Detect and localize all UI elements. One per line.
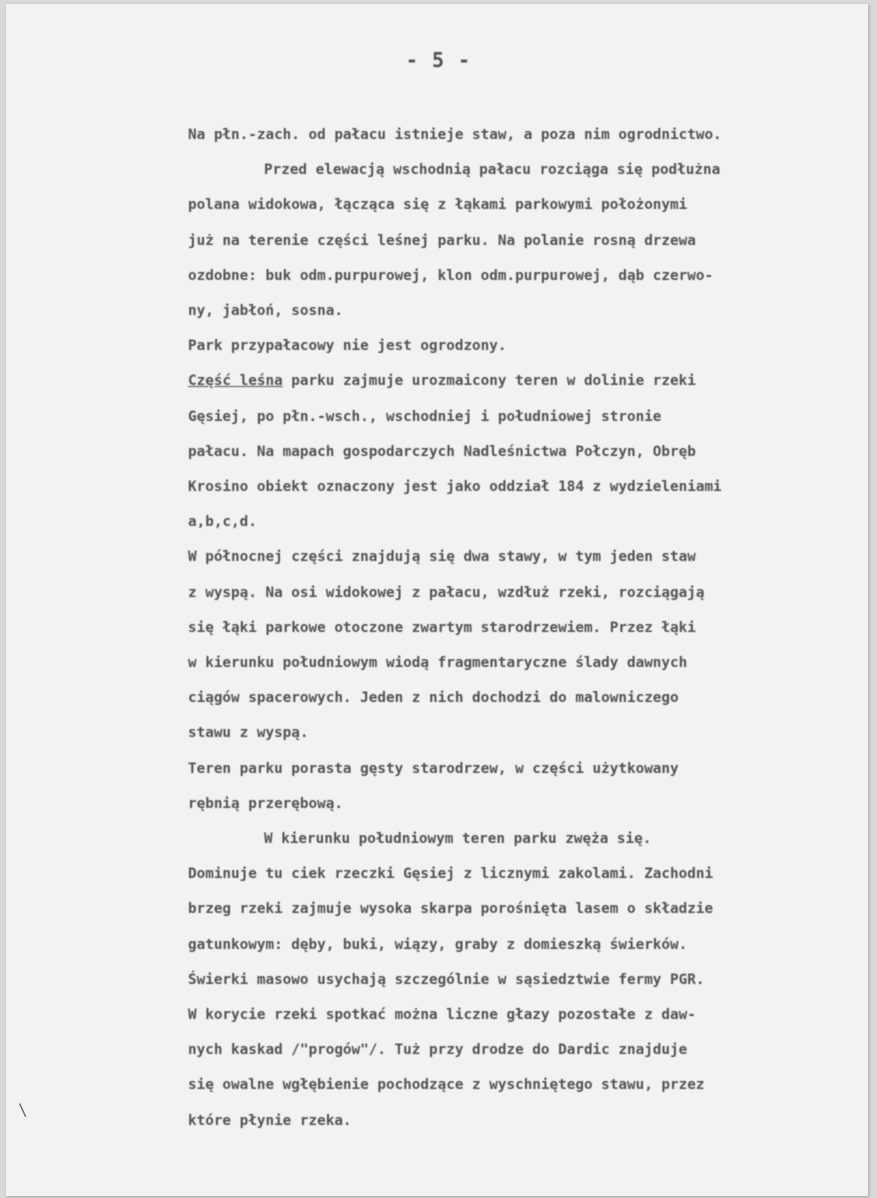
text-line: Gęsiej, po płn.-wsch., wschodniej i południowej stronie	[188, 408, 662, 425]
text-line: w kierunku południowym wiodą fragmentaryczne ślady dawnych	[188, 655, 688, 671]
text-line: pałacu. Na mapach gospodarczych Nadleśnictwa Połczyn, Obręb	[188, 443, 696, 460]
text-line: gatunkowym: dęby, buki, wiązy, graby z domieszką świerków.	[188, 936, 688, 953]
text-line: się owalne wgłębienie pochodzące z wyschniętego stawu, przez	[188, 1077, 705, 1094]
text-line	[188, 374, 696, 388]
line-text: parku zajmuje urozmaicony teren w dolinie rzeki	[282, 373, 696, 390]
text-line: które płynie rzeka.	[188, 1112, 352, 1129]
text-line: W północnej części znajdują się dwa stawy, w tym jeden staw	[188, 549, 696, 566]
text-line: stawu z wyspą.	[188, 725, 309, 742]
text-line: się łąki parkowe otoczone zwartym starodrzewiem. Przez łąki	[188, 619, 696, 636]
text-line: Park przypałacowy nie jest ogrodzony.	[188, 338, 507, 355]
text-line: już na terenie części leśnej parku. Na polanie rosną drzewa	[188, 232, 696, 249]
page-number: - 5 -	[405, 48, 472, 72]
text-line: Przed elewacją wschodnią pałacu rozciąga się podłużna	[264, 162, 721, 179]
text-line: ozdobne: buk odm.purpurowej, klon odm.purpurowej, dąb czerwo-	[188, 267, 714, 284]
text-line: ny, jabłoń, sosna.	[188, 303, 343, 319]
text-line: Krosino obiekt oznaczony jest jako oddział 184 z wydzieleniami	[188, 479, 722, 495]
text-line: Teren parku porasta gęsty starodrzew, w części użytkowany	[188, 760, 679, 777]
text-line: ciągów spacerowych. Jeden z nich dochodzi do malowniczego	[188, 690, 679, 707]
text-line: W korycie rzeki spotkać można liczne głazy pozostałe z daw-	[188, 1007, 696, 1023]
text-line: Świerki masowo usychają szczególnie w sąsiedztwie fermy PGR.	[188, 971, 705, 988]
text-line: W kierunku południowym teren parku zwęża się.	[264, 831, 652, 847]
text-line: polana widokowa, łącząca się z łąkami parkowymi położonymi	[188, 197, 688, 214]
underlined-heading: Część leśna	[188, 373, 283, 390]
text-line: Dominuje tu ciek rzeczki Gęsiej z licznymi zakolami. Zachodni	[188, 866, 714, 883]
text-line: brzeg rzeki zajmuje wysoka skarpa porośnięta lasem o składzie	[188, 901, 714, 918]
text-line: z wyspą. Na osi widokowej z pałacu, wzdłuż rzeki, rozciągają	[188, 584, 705, 601]
margin-tick: \	[18, 1100, 28, 1119]
text-line: Na płn.-zach. od pałacu istnieje staw, a poza nim ogrodnictwo.	[188, 127, 722, 143]
text-line: rębnią przerębową.	[188, 795, 343, 812]
text-line: nych kaskad /"progów"/. Tuż przy drodze do Dardic znajduje	[188, 1042, 688, 1059]
text-line: a,b,c,d.	[188, 514, 257, 531]
